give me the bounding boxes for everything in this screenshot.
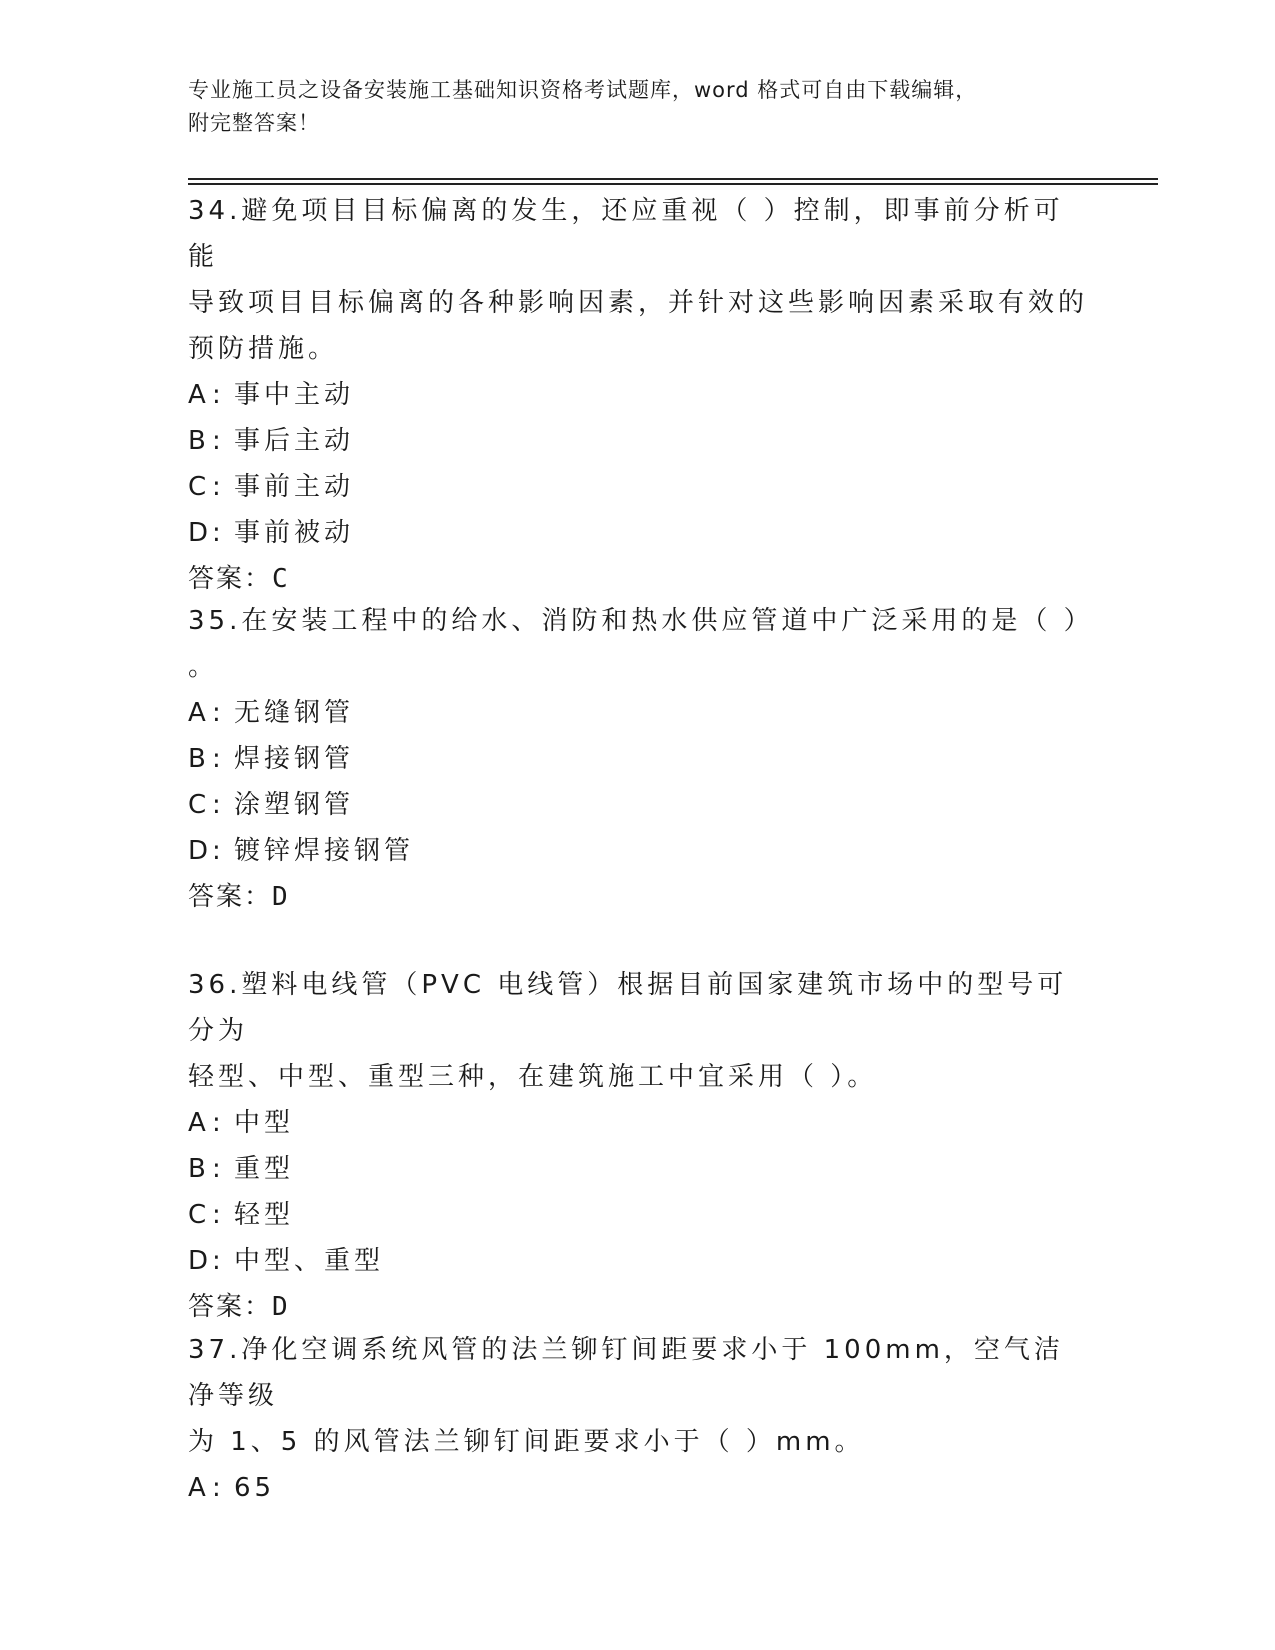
option-a: A: 事中主动: [188, 372, 1088, 418]
document-header: [188, 74, 1068, 140]
option-letter: D: [188, 1246, 213, 1276]
option-letter: C: [188, 790, 211, 820]
answer-label: 答案：: [188, 1292, 273, 1322]
option-letter: B: [188, 1154, 210, 1184]
option-c: C: 涂塑钢管: [188, 782, 1088, 828]
question-36: [188, 962, 1088, 1330]
answer-label: 答案：: [188, 564, 273, 594]
header-line-2: 附完整答案！: [188, 111, 320, 135]
question-stem-line: 预防措施。: [188, 334, 339, 364]
question-stem-line: 37.净化空调系统风管的法兰铆钉间距要求小于 100mm，空气洁净等级: [188, 1335, 1064, 1411]
option-text: 事前主动: [234, 472, 355, 502]
answer-value: D: [272, 882, 288, 912]
question-stem-line: 导致项目目标偏离的各种影响因素，并针对这些影响因素采取有效的: [188, 288, 1089, 318]
option-letter: A: [188, 698, 210, 728]
option-letter: C: [188, 472, 211, 502]
option-letter: D: [188, 518, 213, 548]
option-text: 事前被动: [234, 518, 355, 548]
option-a: A: 65: [188, 1465, 1088, 1511]
option-text: 65: [234, 1473, 276, 1503]
answer-line: [188, 1284, 1088, 1330]
option-text: 中型、重型: [234, 1246, 385, 1276]
option-text: 轻型: [234, 1200, 295, 1230]
question-stem-line: 34.避免项目目标偏离的发生，还应重视（ ）控制，即事前分析可能: [188, 196, 1064, 272]
answer-line: [188, 556, 1088, 602]
option-letter: A: [188, 1108, 210, 1138]
question-stem-line: 36.塑料电线管（PVC 电线管）根据目前国家建筑市场中的型号可分为: [188, 970, 1068, 1046]
question-stem-line: 。: [188, 652, 219, 682]
option-letter: D: [188, 836, 213, 866]
header-divider-top: [188, 178, 1158, 180]
option-text: 涂塑钢管: [234, 790, 355, 820]
option-b: B: 焊接钢管: [188, 736, 1088, 782]
option-c: C: 轻型: [188, 1192, 1088, 1238]
option-d: D: 中型、重型: [188, 1238, 1088, 1284]
answer-label: 答案：: [188, 882, 273, 912]
option-text: 中型: [234, 1108, 295, 1138]
question-34: [188, 188, 1088, 602]
question-35: [188, 598, 1094, 920]
option-text: 焊接钢管: [234, 744, 355, 774]
option-d: D: 镀锌焊接钢管: [188, 828, 1088, 874]
header-line-1: 专业施工员之设备安装施工基础知识资格考试题库，word 格式可自由下载编辑，: [188, 78, 978, 102]
option-letter: B: [188, 426, 210, 456]
option-d: D: 事前被动: [188, 510, 1088, 556]
answer-value: C: [272, 564, 288, 594]
option-text: 镀锌焊接钢管: [234, 836, 415, 866]
option-letter: A: [188, 1473, 210, 1503]
option-text: 事中主动: [234, 380, 355, 410]
option-a: A: 中型: [188, 1100, 1088, 1146]
question-stem-line: 轻型、中型、重型三种，在建筑施工中宜采用（ ）。: [188, 1062, 878, 1092]
header-divider-bottom: [188, 183, 1158, 185]
answer-value: D: [272, 1292, 288, 1322]
option-c: C: 事前主动: [188, 464, 1088, 510]
answer-line: [188, 874, 1088, 920]
question-stem-line: 为 1、5 的风管法兰铆钉间距要求小于（ ）mm。: [188, 1427, 865, 1457]
option-b: B: 事后主动: [188, 418, 1088, 464]
option-text: 重型: [234, 1154, 295, 1184]
option-a: A: 无缝钢管: [188, 690, 1088, 736]
option-b: B: 重型: [188, 1146, 1088, 1192]
question-37: [188, 1327, 1088, 1511]
option-letter: C: [188, 1200, 211, 1230]
option-letter: A: [188, 380, 210, 410]
option-text: 事后主动: [234, 426, 355, 456]
option-letter: B: [188, 744, 210, 774]
option-text: 无缝钢管: [234, 698, 355, 728]
question-stem-line: 35.在安装工程中的给水、消防和热水供应管道中广泛采用的是（ ）: [188, 606, 1094, 636]
